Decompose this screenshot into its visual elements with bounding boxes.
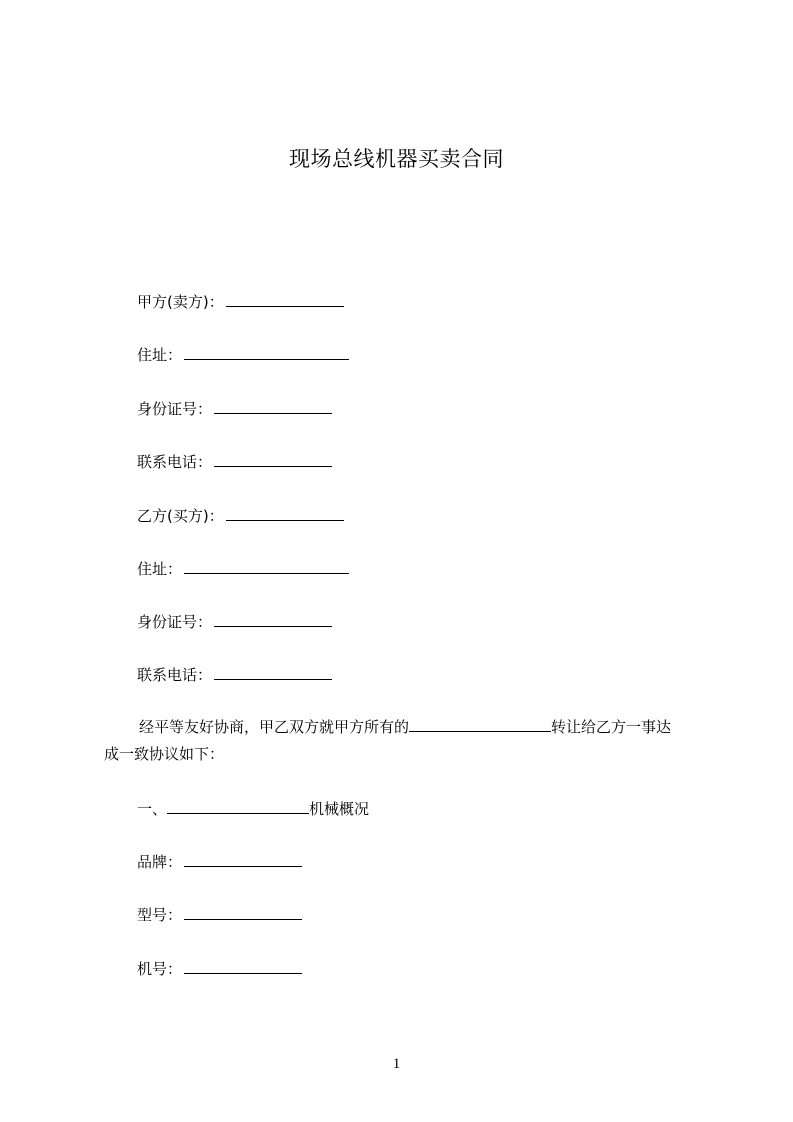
section-1-prefix: 一、 (137, 800, 168, 818)
party-a-phone-label: 联系电话： (137, 453, 213, 471)
party-b-phone-blank[interactable] (214, 664, 332, 680)
party-b-id-field (137, 611, 332, 632)
intro-line-1 (104, 714, 704, 741)
party-b-blank[interactable] (226, 505, 344, 521)
party-b-label: 乙方(买方)： (137, 507, 224, 525)
party-a-blank[interactable] (226, 291, 344, 307)
party-a-id-blank[interactable] (214, 398, 332, 414)
brand-field (137, 851, 302, 872)
machine-number-label: 机号： (137, 960, 183, 978)
party-a-label: 甲方(卖方)： (137, 293, 224, 311)
party-b-id-label: 身份证号： (137, 613, 213, 631)
page-number: 1 (392, 1056, 401, 1072)
party-a-id-field (137, 398, 332, 419)
brand-blank[interactable] (184, 851, 302, 867)
intro-text-2: 转让给乙方一事达 (551, 718, 672, 736)
party-b-address-blank[interactable] (184, 558, 349, 574)
intro-paragraph (104, 714, 704, 768)
party-b-phone-field (137, 664, 332, 685)
party-a-id-label: 身份证号： (137, 400, 213, 418)
party-b-field (137, 505, 344, 526)
party-a-phone-field (137, 451, 332, 472)
document-title: 现场总线机器买卖合同 (289, 147, 504, 171)
section-1-blank[interactable] (167, 798, 309, 814)
section-1-heading (137, 798, 369, 819)
party-a-phone-blank[interactable] (214, 451, 332, 467)
party-a-address-field (137, 344, 349, 365)
machine-number-field (137, 958, 302, 979)
model-blank[interactable] (184, 904, 302, 920)
machine-number-blank[interactable] (184, 958, 302, 974)
intro-text-1: 经平等友好协商，甲乙双方就甲方所有的 (139, 718, 410, 736)
model-label: 型号： (137, 906, 183, 924)
party-b-address-field (137, 558, 349, 579)
model-field (137, 904, 302, 925)
party-a-field (137, 291, 344, 312)
intro-item-blank[interactable] (409, 716, 551, 732)
party-a-address-label: 住址： (137, 346, 183, 364)
party-b-phone-label: 联系电话： (137, 666, 213, 684)
party-b-address-label: 住址： (137, 560, 183, 578)
party-a-address-blank[interactable] (184, 344, 349, 360)
section-1-suffix: 机械概况 (309, 800, 370, 818)
brand-label: 品牌： (137, 853, 183, 871)
intro-line-2: 成一致协议如下： (104, 745, 225, 763)
party-b-id-blank[interactable] (214, 611, 332, 627)
